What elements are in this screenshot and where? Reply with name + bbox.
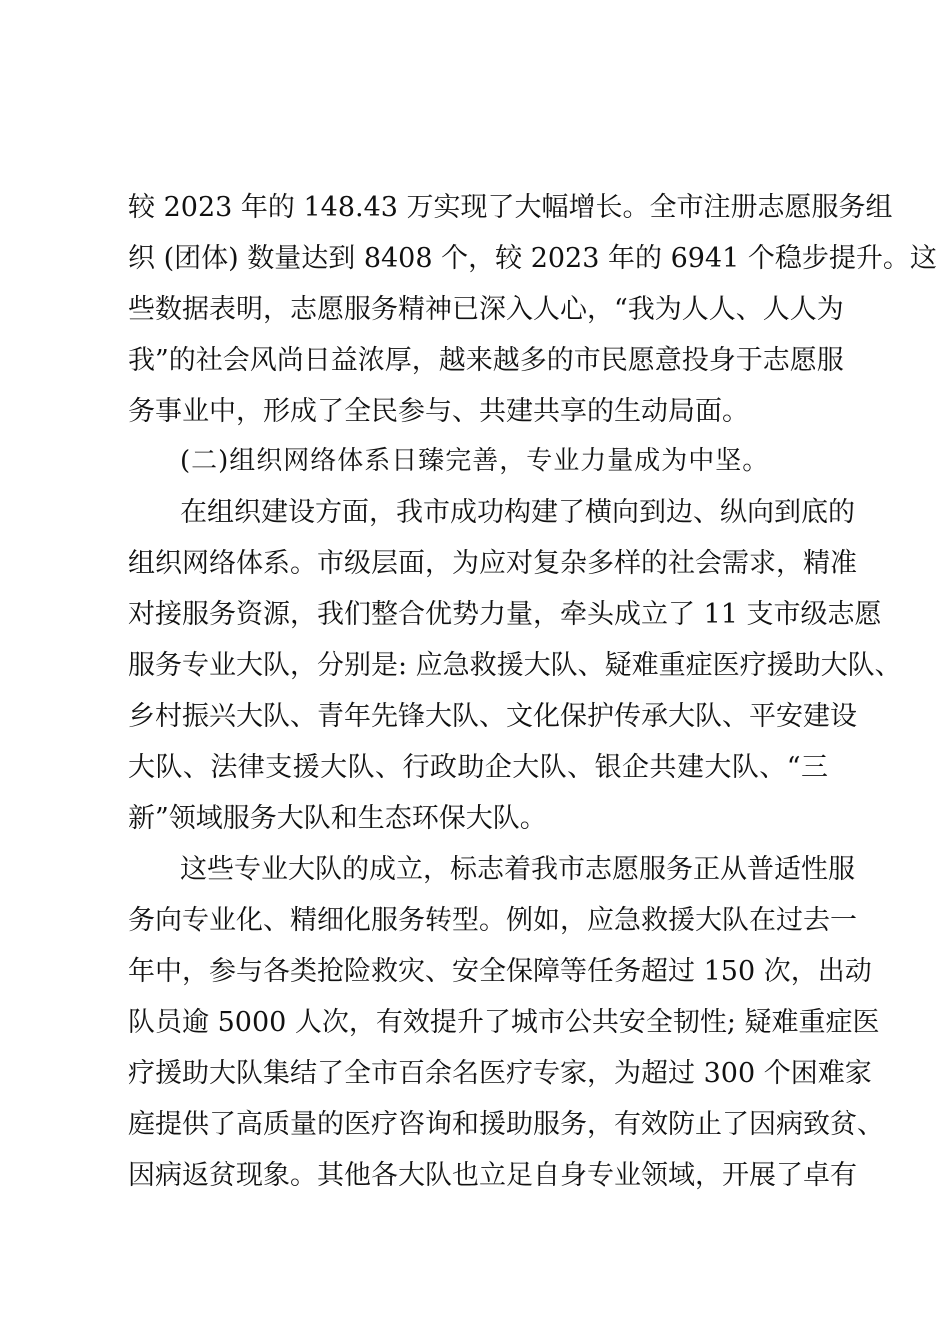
paragraph-3-line-1: 这些专业大队的成立，标志着我市志愿服务正从普适性服	[180, 854, 855, 885]
paragraph-2-line-3: 对接服务资源，我们整合优势力量，牵头成立了 11 支市级志愿	[128, 599, 882, 630]
paragraph-3-line-4: 队员逾 5000 人次，有效提升了城市公共安全韧性; 疑难重症医	[128, 1007, 880, 1038]
paragraph-3-line-7: 因病返贫现象。其他各大队也立足自身专业领域，开展了卓有	[128, 1160, 857, 1191]
paragraph-3-line-2: 务向专业化、精细化服务转型。例如，应急救援大队在过去一	[128, 905, 857, 936]
paragraph-1-line-5: 务事业中，形成了全民参与、共建共享的生动局面。	[128, 396, 749, 427]
paragraph-2-line-2: 组织网络体系。市级层面，为应对复杂多样的社会需求，精准	[128, 548, 857, 579]
paragraph-1-line-3: 些数据表明，志愿服务精神已深入人心，“我为人人、人人为	[128, 294, 844, 325]
paragraph-3-line-3: 年中，参与各类抢险救灾、安全保障等任务超过 150 次，出动	[128, 956, 872, 987]
paragraph-3-line-5: 疗援助大队集结了全市百余名医疗专家，为超过 300 个困难家	[128, 1058, 872, 1089]
paragraph-2-line-7: 新”领域服务大队和生态环保大队。	[128, 803, 547, 834]
paragraph-2-line-1: 在组织建设方面，我市成功构建了横向到边、纵向到底的	[180, 497, 855, 528]
paragraph-2-line-5: 乡村振兴大队、青年先锋大队、文化保护传承大队、平安建设	[128, 701, 857, 732]
paragraph-2-line-4: 服务专业大队，分别是: 应急救援大队、疑难重症医疗援助大队、	[128, 650, 902, 681]
paragraph-3-line-6: 庭提供了高质量的医疗咨询和援助服务，有效防止了因病致贫、	[128, 1109, 884, 1140]
paragraph-1-line-1: 较 2023 年的 148.43 万实现了大幅增长。全市注册志愿服务组	[128, 192, 893, 223]
paragraph-1-line-2: 织 (团体) 数量达到 8408 个，较 2023 年的 6941 个稳步提升。这	[128, 243, 937, 274]
paragraph-2-line-6: 大队、法律支援大队、行政助企大队、银企共建大队、“三	[128, 752, 828, 783]
section-heading: (二)组织网络体系日臻完善，专业力量成为中坚。	[180, 446, 770, 476]
paragraph-1-line-4: 我”的社会风尚日益浓厚，越来越多的市民愿意投身于志愿服	[128, 345, 844, 376]
